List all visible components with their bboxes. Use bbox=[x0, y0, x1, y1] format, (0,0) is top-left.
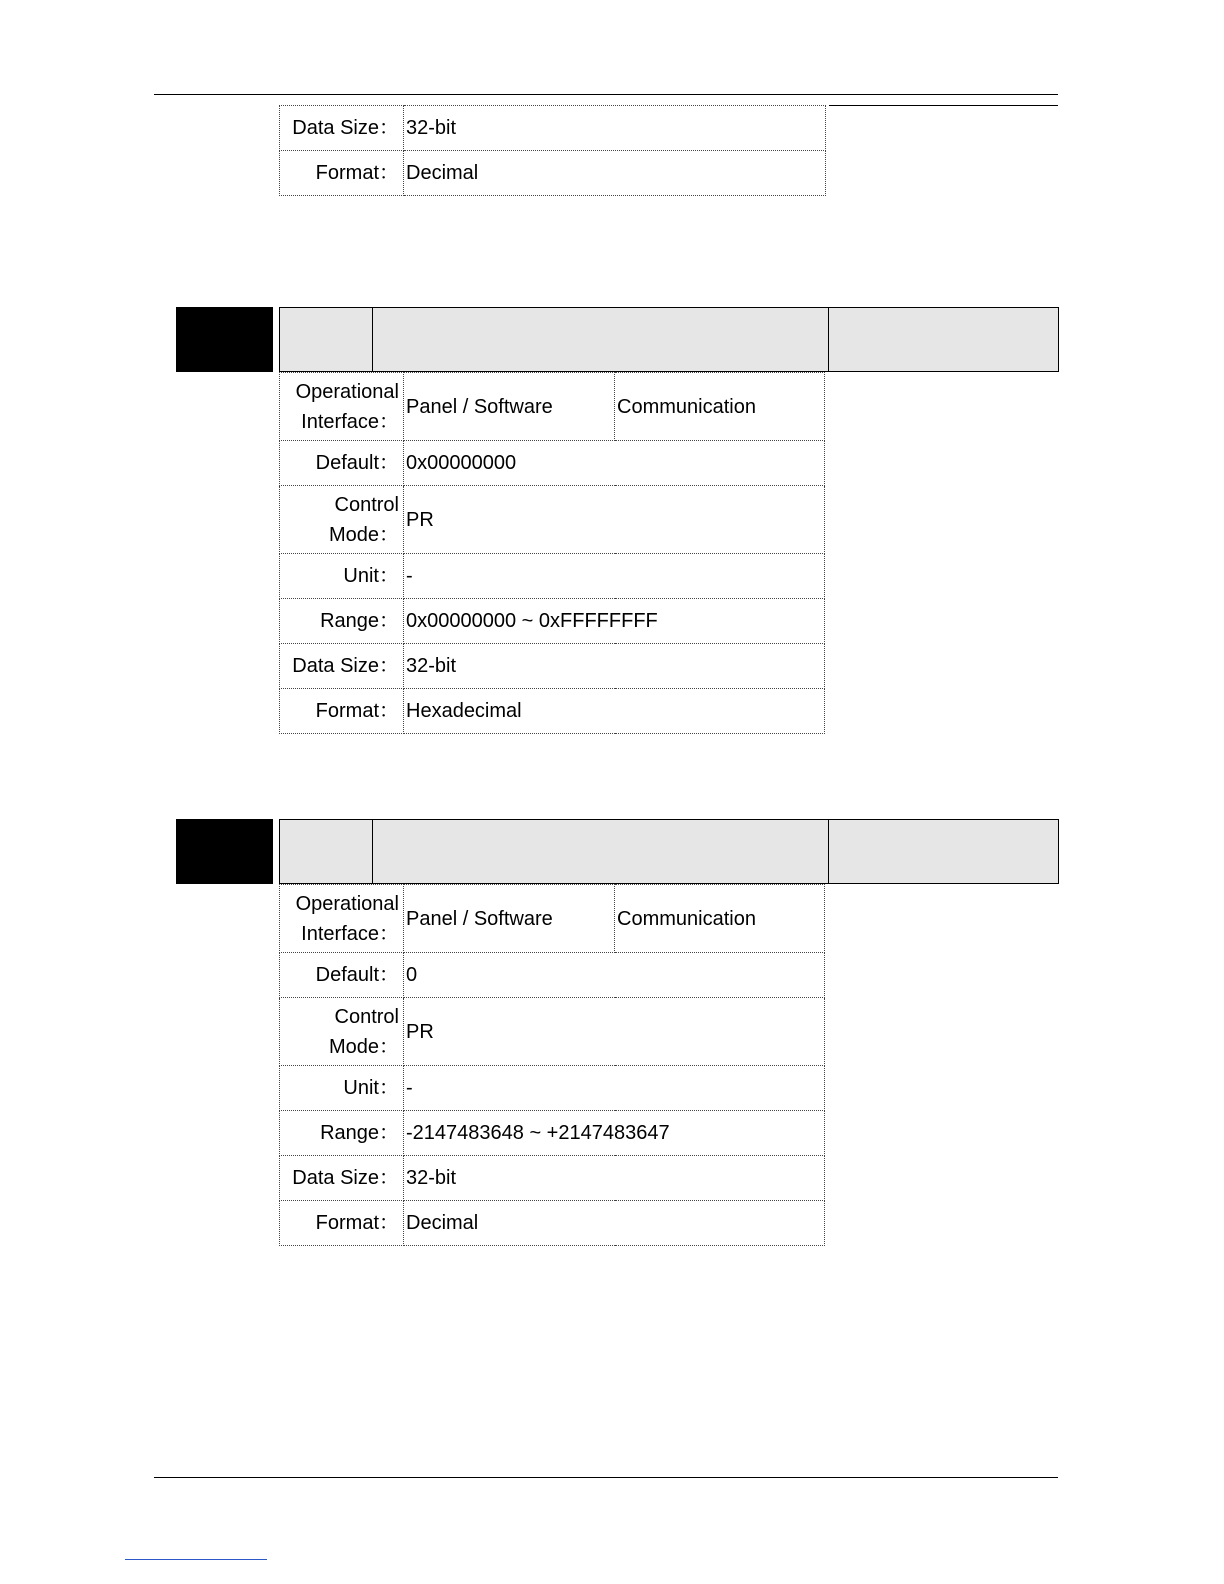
row-range bbox=[280, 1111, 825, 1156]
value-unit: - bbox=[404, 1066, 825, 1111]
param-a-address-cell bbox=[279, 307, 374, 372]
label-unit: Unit： bbox=[280, 1066, 404, 1111]
param-b-header bbox=[176, 819, 1059, 884]
row-format bbox=[280, 689, 825, 734]
label-interface: Operational Interface： bbox=[280, 373, 404, 441]
row-unit bbox=[280, 554, 825, 599]
param-b-table bbox=[279, 884, 825, 1246]
param-b-ref-cell bbox=[828, 819, 1059, 884]
label-data-size: Data Size： bbox=[280, 106, 404, 151]
header-rule bbox=[154, 94, 1058, 95]
value-unit: - bbox=[404, 554, 825, 599]
label-format: Format： bbox=[280, 1201, 404, 1246]
param-b-address-cell bbox=[279, 819, 374, 884]
value-format: Decimal bbox=[404, 151, 826, 196]
header-rule-right bbox=[829, 105, 1058, 106]
row-format bbox=[280, 1201, 825, 1246]
param-a-table bbox=[279, 372, 825, 734]
label-range: Range： bbox=[280, 599, 404, 644]
row-range bbox=[280, 599, 825, 644]
value-interface-comm: Communication bbox=[615, 373, 825, 441]
label-format: Format： bbox=[280, 151, 404, 196]
value-interface-comm: Communication bbox=[615, 885, 825, 953]
label-data-size: Data Size： bbox=[280, 644, 404, 689]
top-param-table bbox=[279, 105, 826, 196]
value-format: Hexadecimal bbox=[404, 689, 825, 734]
label-control-mode: Control Mode： bbox=[280, 486, 404, 554]
value-format: Decimal bbox=[404, 1201, 825, 1246]
value-control-mode: PR bbox=[404, 998, 825, 1066]
row-interface bbox=[280, 373, 825, 441]
param-b-id-block bbox=[176, 819, 273, 884]
param-a-name-cell bbox=[372, 307, 829, 372]
row-default bbox=[280, 953, 825, 998]
footer-rule bbox=[154, 1477, 1058, 1478]
label-data-size: Data Size： bbox=[280, 1156, 404, 1201]
row-data-size bbox=[280, 1156, 825, 1201]
row-unit bbox=[280, 1066, 825, 1111]
value-data-size: 32-bit bbox=[404, 106, 826, 151]
param-a-ref-cell bbox=[828, 307, 1059, 372]
footer-link-underline bbox=[125, 1559, 267, 1560]
row-data-size bbox=[280, 106, 826, 151]
param-a-id-block bbox=[176, 307, 273, 372]
value-control-mode: PR bbox=[404, 486, 825, 554]
row-data-size bbox=[280, 644, 825, 689]
row-interface bbox=[280, 885, 825, 953]
label-interface: Operational Interface： bbox=[280, 885, 404, 953]
param-b-name-cell bbox=[372, 819, 829, 884]
row-control-mode bbox=[280, 486, 825, 554]
row-control-mode bbox=[280, 998, 825, 1066]
value-default: 0 bbox=[404, 953, 825, 998]
value-default: 0x00000000 bbox=[404, 441, 825, 486]
label-unit: Unit： bbox=[280, 554, 404, 599]
value-interface-panel: Panel / Software bbox=[404, 885, 615, 953]
label-default: Default： bbox=[280, 441, 404, 486]
label-range: Range： bbox=[280, 1111, 404, 1156]
value-data-size: 32-bit bbox=[404, 644, 825, 689]
label-format: Format： bbox=[280, 689, 404, 734]
param-a-header bbox=[176, 307, 1059, 372]
row-default bbox=[280, 441, 825, 486]
label-control-mode: Control Mode： bbox=[280, 998, 404, 1066]
row-format bbox=[280, 151, 826, 196]
label-default: Default： bbox=[280, 953, 404, 998]
value-data-size: 32-bit bbox=[404, 1156, 825, 1201]
value-range: -2147483648 ~ +2147483647 bbox=[404, 1111, 825, 1156]
value-range: 0x00000000 ~ 0xFFFFFFFF bbox=[404, 599, 825, 644]
value-interface-panel: Panel / Software bbox=[404, 373, 615, 441]
